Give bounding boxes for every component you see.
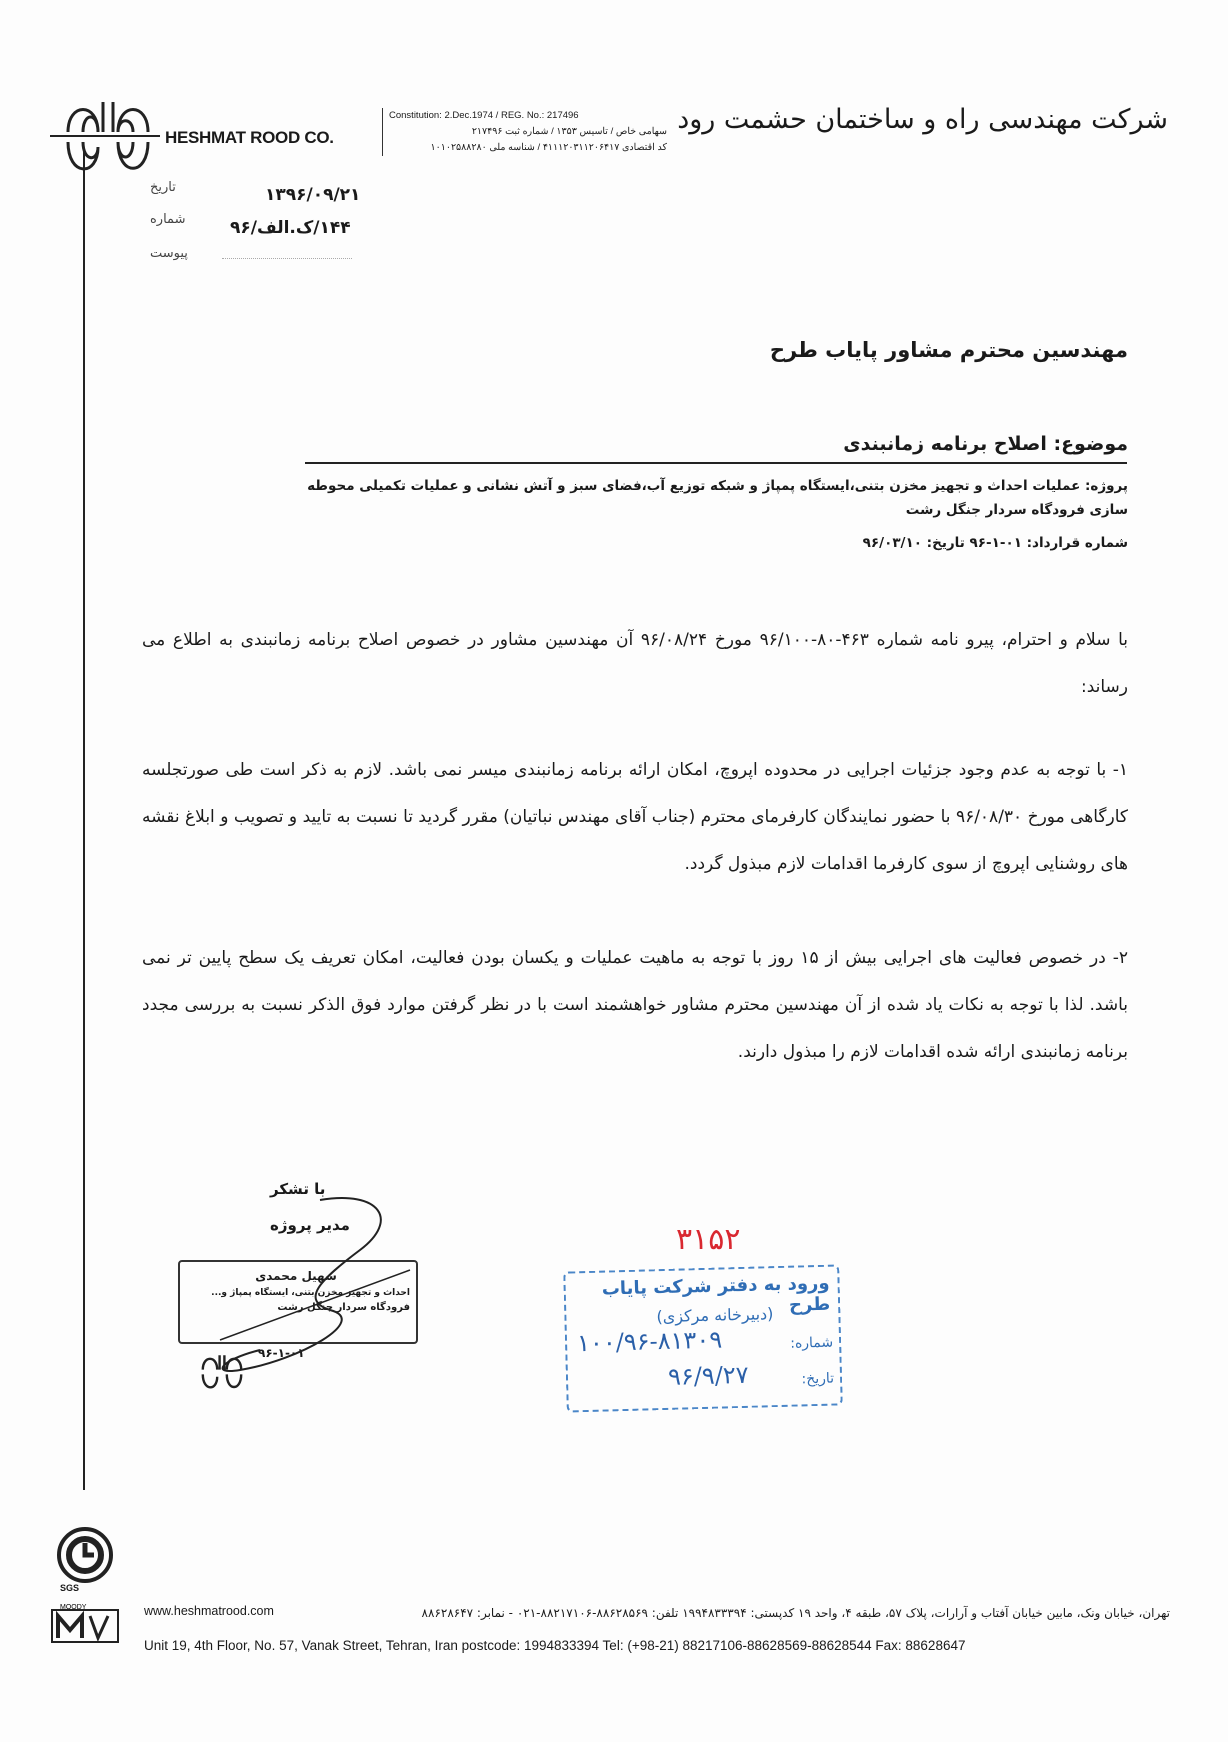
receipt-date-label: تاریخ: [801, 1370, 835, 1388]
footer-address-fa: تهران، خیابان ونک، مابین خیابان آفتاب و آرارات، پلاک ۵۷، طبقه ۴، واحد ۱۹ کدپستی: ۱۹۹۴۸۳۳۳۹۴ تلفن: ۸۸۶۲۸۵۶۹-۸۸۲۱۷۱۰۶-۰۲۱ - نمابر: ۸۸۶۲۸۶۴۷ [421, 1606, 1170, 1620]
subject: موضوع: اصلاح برنامه زمانبندی [843, 433, 1128, 455]
registration-line: کد اقتصادی ۴۱۱۱۲۰۳۱۱۲۰۶۴۱۷ / شناسه ملی ۱۰۱۰۲۵۸۸۲۸۰ [430, 142, 667, 153]
registration-line: سهامی خاص / تاسیس ۱۳۵۳ / شماره ثبت ۲۱۷۴۹۶ [471, 126, 667, 137]
footer-address-en: Unit 19, 4th Floor, No. 57, Vanak Street, Tehran, Iran postcode: 1994833394 Tel: (+98-21) 88217106-88628569-88628544 Fax: 88628647 [144, 1638, 966, 1653]
brand-divider [50, 135, 160, 137]
receipt-subtitle: (دبیرخانه مرکزی) [656, 1304, 774, 1327]
closing: با تشکر [270, 1180, 326, 1198]
contract-number: شماره قرارداد: ۰۱-۱-۹۶ تاریخ: ۹۶/۰۳/۱۰ [862, 535, 1128, 551]
receipt-stamp [563, 1264, 843, 1412]
number-label: شماره [150, 212, 186, 227]
date-value: ۱۳۹۶/۰۹/۲۱ [265, 185, 361, 205]
footer-website[interactable]: www.heshmatrood.com [144, 1604, 274, 1618]
project-description: پروژه: عملیات احداث و تجهیز مخزن بتنی،ایستگاه پمپاژ و شبکه توزیع آب،فضای سبز و آتش نشانی و عملیات تکمیلی محوطه سازی فرودگاه سردار جنگل رشت [307, 478, 1128, 518]
company-name-fa: شرکت مهندسی راه و ساختمان حشمت رود [677, 104, 1168, 135]
item-2-paragraph: ۲- در خصوص فعالیت های اجرایی بیش از ۱۵ روز با توجه به ماهیت عملیات و یکسان بودن فعالیت، امکان تعریف یک سطح پایین تر نمی باشد. لذا با توجه به نکات یاد شده از آن مهندسین محترم مشاور خواهشمند است با در نظر گرفتن موارد فوق الذکر نسبت به بررسی مجدد برنامه زمانبندی ارائه شده اقدامات لازم را مبذول دارند. [142, 948, 1128, 1062]
intro-paragraph: با سلام و احترام، پیرو نامه شماره ۴۶۳-۸۰-۹۶/۱۰۰ مورخ ۹۶/۰۸/۲۴ آن مهندسین مشاور در خصوص اصلاح برنامه زمانبندی به اطلاع می رساند: [142, 630, 1129, 697]
subject-rule [305, 462, 1127, 464]
registration-info [382, 108, 667, 156]
company-name-en: HESHMAT ROOD CO. [165, 128, 334, 147]
stamp-name: سهیل محمدی [255, 1269, 337, 1283]
attachment-dotline [222, 258, 352, 259]
stamp-line: فرودگاه سردار جنگل رشت [277, 1302, 410, 1313]
margin-line [83, 150, 85, 1490]
attachment-label: پیوست [150, 246, 188, 261]
handwritten-number: ۳۱۵۲ [676, 1222, 741, 1257]
date-label: تاریخ [150, 180, 176, 195]
company-logo-small-icon [198, 1350, 246, 1394]
receipt-number-label: شماره: [790, 1334, 834, 1352]
sgs-label: SGS [60, 1583, 80, 1593]
moody-label: MOODY [60, 1604, 87, 1611]
receipt-title: ورود به دفتر شرکت پایاب طرح [601, 1272, 831, 1316]
stamp-line: احداث و تجهیز مخزن بتنی، ایستگاه پمپاژ و... [211, 1288, 410, 1298]
stamp-code: ۹۶-۱-۰۱ [258, 1346, 305, 1360]
receipt-date-value: ۹۶/۹/۲۷ [667, 1360, 749, 1391]
company-logo-icon [58, 92, 158, 182]
sgs-certification-icon [52, 1525, 118, 1591]
item-1-paragraph: ۱- با توجه به عدم وجود جزئیات اجرایی در محدوده اپروچ، امکان ارائه برنامه زمانبندی میسر نمی باشد. لازم به ذکر است طی صورتجلسه کارگاهی مورخ ۹۶/۰۸/۳۰ با حضور نمایندگان کارفرمای محترم (جناب آقای مهندس نباتیان) مقرر گردید تا نسبت به تایید و تصویب و ابلاغ نقشه های روشنایی اپروچ از سوی کارفرما اقدامات لازم مبذول گردد. [142, 760, 1128, 874]
addressee: مهندسین محترم مشاور پایاب طرح [769, 338, 1128, 362]
moody-certification-icon [50, 1600, 120, 1644]
receipt-number-value: ۱۰۰/۹۶-۸۱۳۰۹ [576, 1325, 723, 1358]
number-value: ۱۴۴/ک.الف/۹۶ [230, 218, 351, 238]
registration-line: Constitution: 2.Dec.1974 / REG. No.: 217496 [389, 110, 579, 121]
signatory-title: مدیر پروژه [270, 1216, 350, 1234]
